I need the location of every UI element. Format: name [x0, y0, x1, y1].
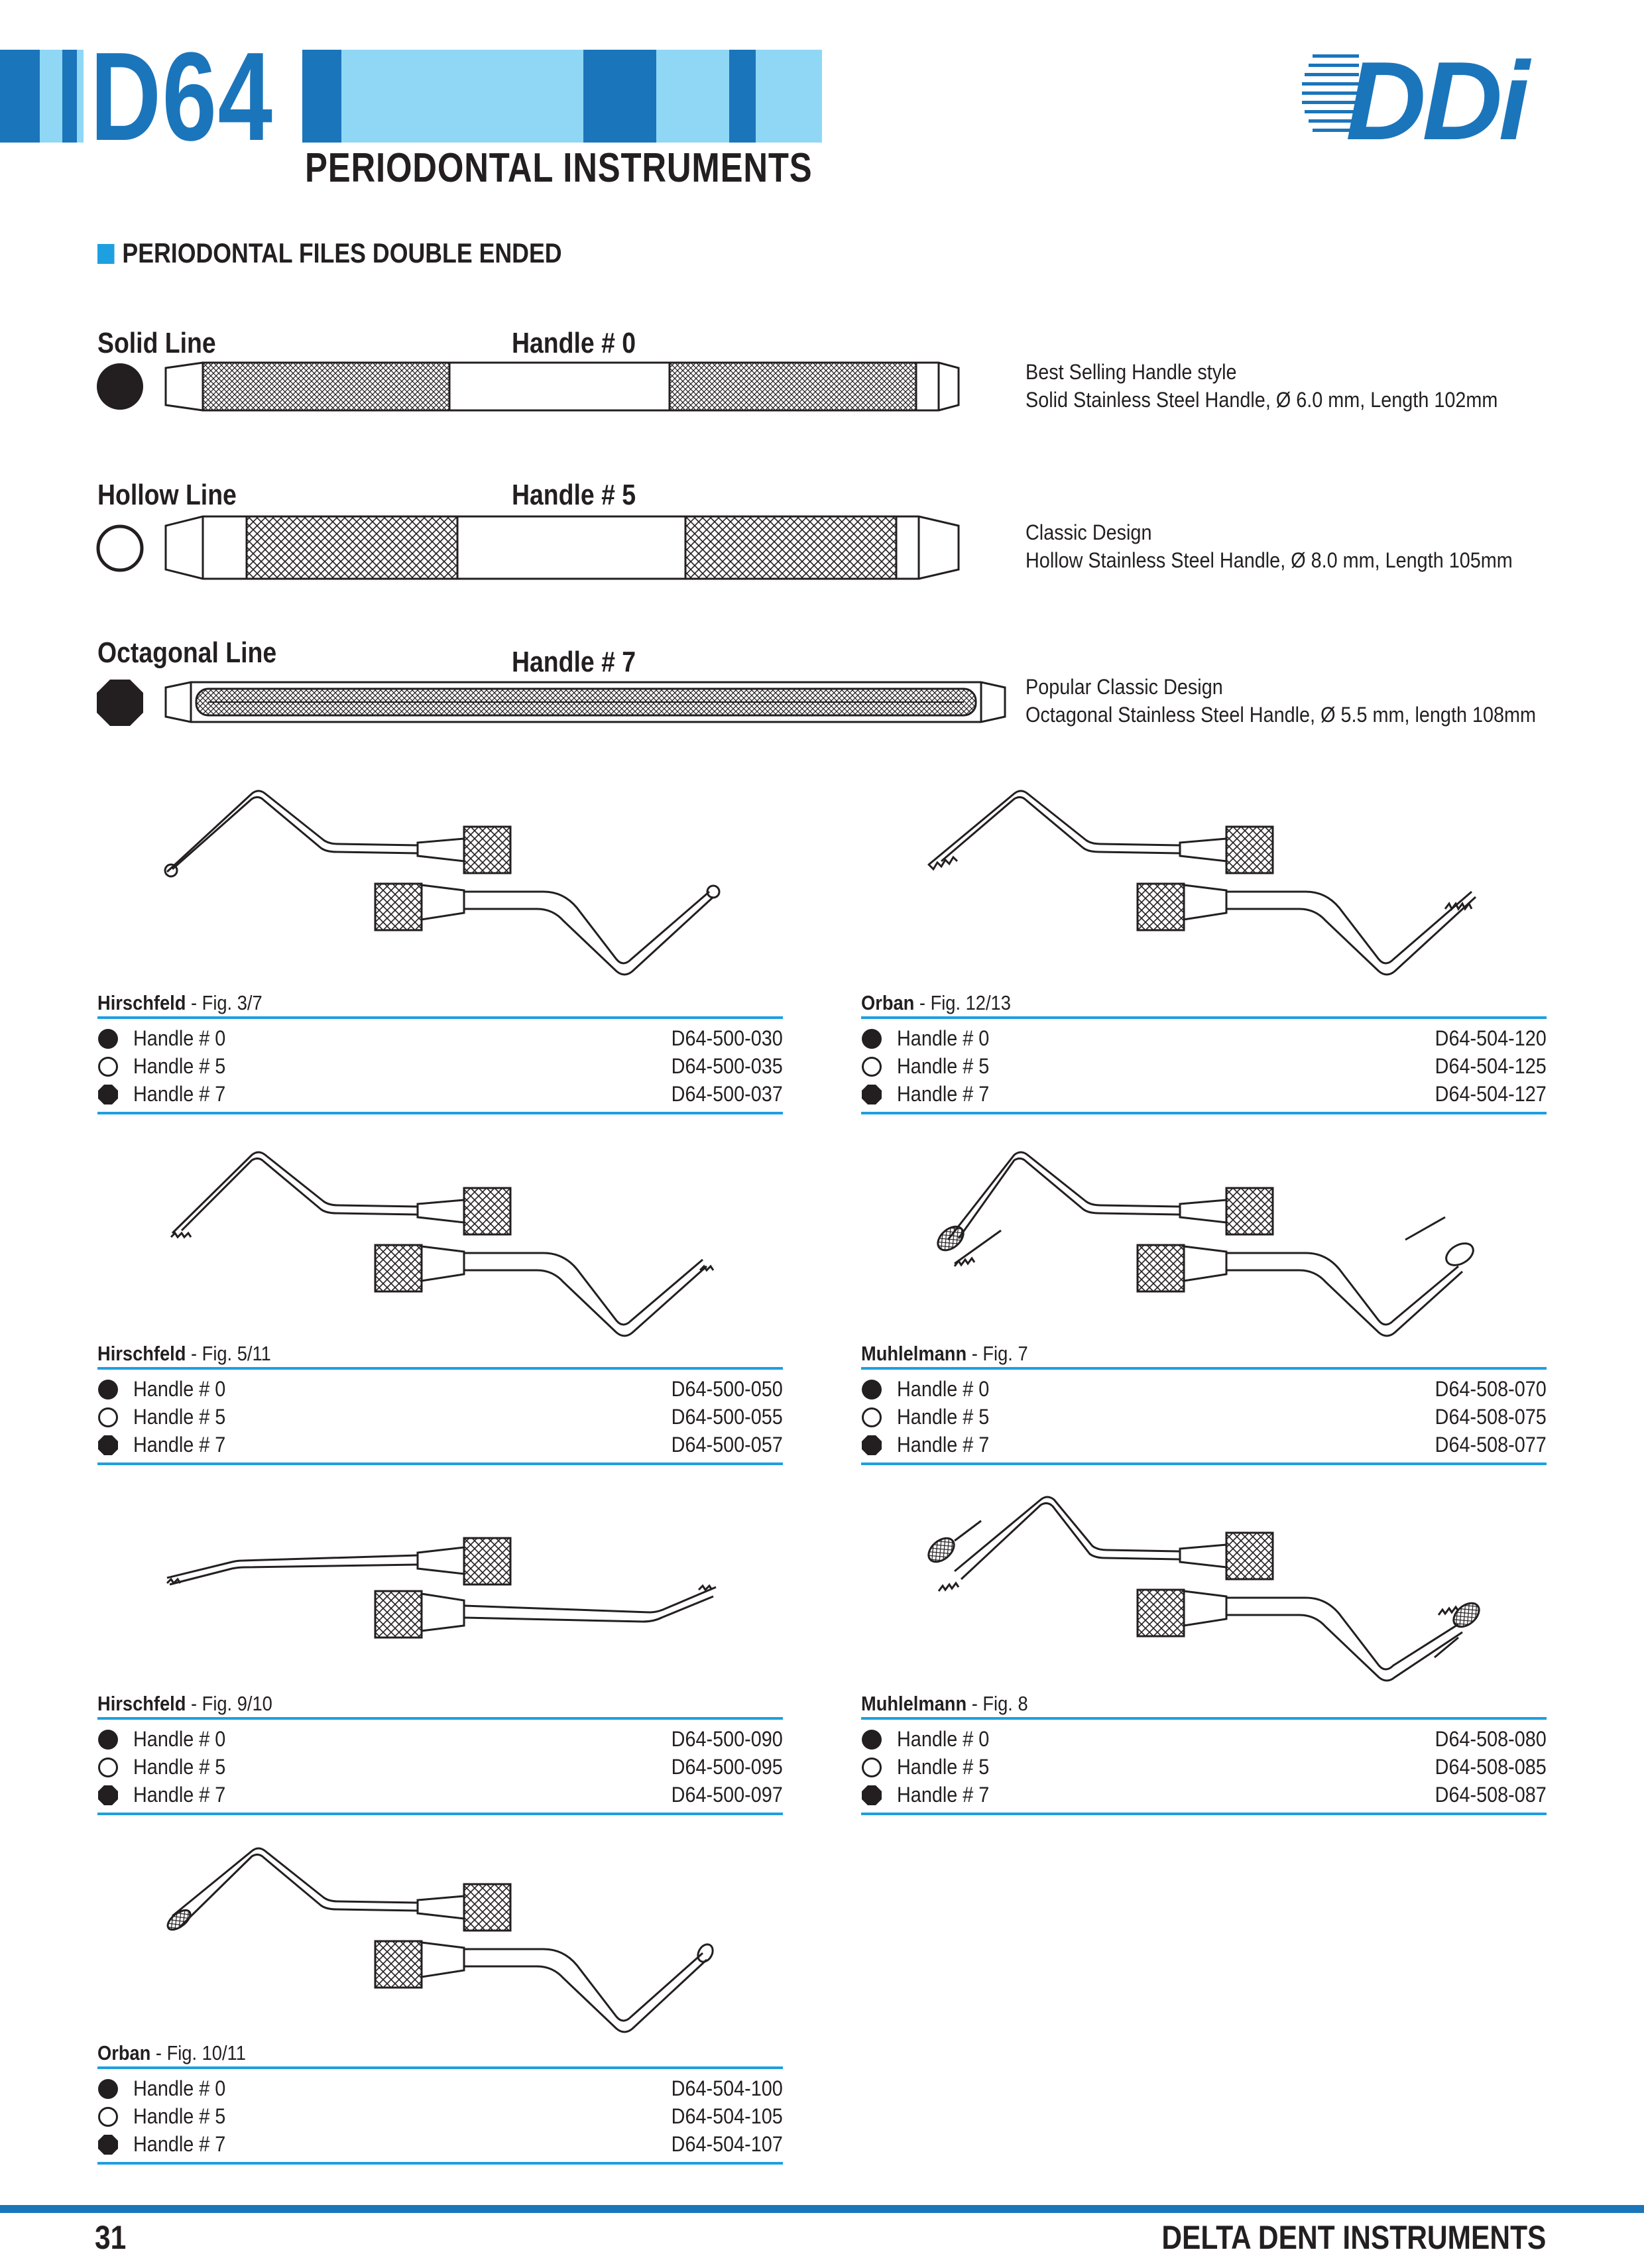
- handle-label: Handle # 7: [897, 1783, 990, 1807]
- product-code: D64-504-125: [1435, 1054, 1547, 1078]
- table-row: [861, 1080, 1547, 1108]
- handle-label: Handle # 7: [133, 1433, 226, 1457]
- solid-circle-icon: [97, 1379, 119, 1400]
- product-name: Orban: [97, 2041, 151, 2064]
- table-row: [97, 1052, 783, 1080]
- table-row: [97, 1024, 783, 1052]
- hollow-circle-icon: [861, 1056, 882, 1077]
- octagon-icon: [95, 678, 145, 728]
- handle-5-desc-line2: Hollow Stainless Steel Handle, Ø 8.0 mm, Length 105mm: [1026, 548, 1513, 572]
- handle-7-label: Handle # 7: [512, 646, 636, 678]
- handle-5-desc-line1: Classic Design: [1026, 520, 1152, 544]
- catalog-code: D64: [90, 27, 274, 167]
- handle-label: Handle # 7: [897, 1082, 990, 1106]
- instrument-drawing-hirschfeld-3-7: [152, 779, 749, 978]
- handle-label: Handle # 0: [897, 1026, 990, 1050]
- octagon-icon: [97, 2134, 119, 2155]
- product-table: [97, 2040, 783, 2165]
- hollow-circle-icon: [95, 523, 145, 573]
- section-title-text: PERIODONTAL FILES DOUBLE ENDED: [122, 237, 562, 269]
- solid-circle-icon: [97, 1028, 119, 1049]
- handle-label: Handle # 0: [133, 1377, 226, 1401]
- table-row: [861, 1753, 1547, 1781]
- product-code: D64-500-090: [671, 1727, 783, 1751]
- footer-brand: DELTA DENT INSTRUMENTS: [1161, 2219, 1546, 2256]
- octagon-icon: [97, 1785, 119, 1806]
- product-fig: - Fig. 9/10: [186, 1692, 272, 1715]
- product-code: D64-500-037: [671, 1082, 783, 1106]
- table-row: [861, 1725, 1547, 1753]
- table-row: [97, 1403, 783, 1431]
- octagonal-line-label: Octagonal Line: [97, 636, 277, 669]
- instrument-drawing-hirschfeld-5-11: [152, 1140, 749, 1339]
- product-name: Orban: [861, 991, 915, 1014]
- handle-label: Handle # 5: [133, 1755, 226, 1779]
- product-code: D64-508-087: [1435, 1783, 1547, 1807]
- handle-5-description: [1026, 518, 1513, 574]
- product-fig: - Fig. 12/13: [914, 991, 1011, 1014]
- handle-label: Handle # 7: [133, 2132, 226, 2156]
- handle-5-label: Handle # 5: [512, 479, 636, 511]
- instrument-drawing-orban-12-13: [915, 779, 1511, 978]
- handle-0-desc-line2: Solid Stainless Steel Handle, Ø 6.0 mm, Length 102mm: [1026, 388, 1498, 412]
- handle-7-desc-line1: Popular Classic Design: [1026, 675, 1223, 699]
- handle-label: Handle # 5: [133, 1054, 226, 1078]
- hollow-circle-icon: [97, 1757, 119, 1778]
- instrument-drawing-hirschfeld-9-10: [152, 1505, 749, 1651]
- handle-label: Handle # 7: [133, 1082, 226, 1106]
- product-name: Hirschfeld: [97, 1342, 186, 1365]
- octagon-icon: [861, 1435, 882, 1456]
- product-code: D64-500-057: [671, 1433, 783, 1457]
- product-title: [97, 2040, 783, 2069]
- product-code: D64-508-080: [1435, 1727, 1547, 1751]
- table-row: [97, 2102, 783, 2130]
- table-row: [97, 2074, 783, 2102]
- instrument-drawing-muhlelmann-8: [915, 1485, 1511, 1684]
- product-name: Muhlelmann: [861, 1692, 967, 1715]
- handle-label: Handle # 0: [897, 1377, 990, 1401]
- handle-label: Handle # 0: [133, 1727, 226, 1751]
- octagon-icon: [97, 1084, 119, 1105]
- product-code: D64-504-127: [1435, 1082, 1547, 1106]
- product-fig: - Fig. 3/7: [186, 991, 263, 1014]
- solid-line-label: Solid Line: [97, 327, 216, 359]
- solid-circle-icon: [95, 361, 145, 412]
- product-title: [97, 990, 783, 1019]
- product-code: D64-508-070: [1435, 1377, 1547, 1401]
- handle-5-drawing: [158, 514, 963, 581]
- handle-label: Handle # 5: [897, 1054, 990, 1078]
- octagon-icon: [97, 1435, 119, 1456]
- square-bullet-icon: [97, 244, 115, 264]
- product-code: D64-504-100: [671, 2076, 783, 2100]
- handle-7-drawing: [158, 680, 1009, 725]
- table-row: [97, 1431, 783, 1459]
- product-table: [97, 990, 783, 1114]
- logo-text: DDi: [1346, 46, 1526, 146]
- handle-label: Handle # 7: [897, 1433, 990, 1457]
- table-row: [861, 1403, 1547, 1431]
- table-row: [861, 1431, 1547, 1459]
- solid-circle-icon: [861, 1379, 882, 1400]
- table-row: [97, 1375, 783, 1403]
- table-row: [97, 1725, 783, 1753]
- product-code: D64-500-097: [671, 1783, 783, 1807]
- handle-label: Handle # 5: [897, 1755, 990, 1779]
- product-fig: - Fig. 8: [967, 1692, 1028, 1715]
- handle-label: Handle # 7: [133, 1783, 226, 1807]
- handle-0-label: Handle # 0: [512, 327, 636, 359]
- table-row: [861, 1781, 1547, 1809]
- table-row: [861, 1375, 1547, 1403]
- table-row: [97, 1781, 783, 1809]
- table-row: [97, 1080, 783, 1108]
- ddi-logo: [1299, 46, 1551, 146]
- product-code: D64-504-107: [671, 2132, 783, 2156]
- hollow-circle-icon: [97, 2106, 119, 2127]
- product-fig: - Fig. 7: [967, 1342, 1028, 1365]
- product-table: [861, 990, 1547, 1114]
- handle-7-description: [1026, 673, 1536, 729]
- handle-label: Handle # 5: [133, 2104, 226, 2128]
- product-code: D64-508-085: [1435, 1755, 1547, 1779]
- product-title: [861, 990, 1547, 1019]
- product-title: [97, 1691, 783, 1720]
- product-name: Hirschfeld: [97, 1692, 186, 1715]
- handle-0-desc-line1: Best Selling Handle style: [1026, 360, 1237, 384]
- footer-rule: [0, 2205, 1644, 2213]
- octagon-icon: [861, 1785, 882, 1806]
- product-fig: - Fig. 10/11: [150, 2041, 246, 2064]
- table-row: [861, 1052, 1547, 1080]
- section-title: [97, 237, 562, 269]
- instrument-drawing-orban-10-11: [152, 1836, 749, 2035]
- instrument-drawing-muhlelmann-7: [915, 1140, 1511, 1339]
- product-code: D64-504-105: [671, 2104, 783, 2128]
- octagon-icon: [861, 1084, 882, 1105]
- product-code: D64-500-030: [671, 1026, 783, 1050]
- product-name: Hirschfeld: [97, 991, 186, 1014]
- product-title: [97, 1341, 783, 1370]
- product-code: D64-500-095: [671, 1755, 783, 1779]
- product-code: D64-508-075: [1435, 1405, 1547, 1429]
- solid-circle-icon: [861, 1729, 882, 1750]
- solid-circle-icon: [861, 1028, 882, 1049]
- solid-circle-icon: [97, 2078, 119, 2100]
- handle-label: Handle # 0: [897, 1727, 990, 1751]
- product-fig: - Fig. 5/11: [186, 1342, 271, 1365]
- handle-0-drawing: [158, 360, 963, 413]
- handle-label: Handle # 5: [133, 1405, 226, 1429]
- page-title: PERIODONTAL INSTRUMENTS: [305, 145, 813, 191]
- product-table: [97, 1691, 783, 1815]
- product-title: [861, 1691, 1547, 1720]
- page-number: 31: [95, 2219, 127, 2256]
- product-code: D64-508-077: [1435, 1433, 1547, 1457]
- product-table: [861, 1341, 1547, 1465]
- handle-label: Handle # 0: [133, 2076, 226, 2100]
- handle-0-description: [1026, 358, 1497, 414]
- product-table: [861, 1691, 1547, 1815]
- hollow-circle-icon: [861, 1407, 882, 1428]
- product-title: [861, 1341, 1547, 1370]
- handle-label: Handle # 0: [133, 1026, 226, 1050]
- handle-7-desc-line2: Octagonal Stainless Steel Handle, Ø 5.5 mm, length 108mm: [1026, 703, 1536, 727]
- table-row: [97, 2130, 783, 2158]
- hollow-circle-icon: [861, 1757, 882, 1778]
- product-table: [97, 1341, 783, 1465]
- product-code: D64-504-120: [1435, 1026, 1547, 1050]
- solid-circle-icon: [97, 1729, 119, 1750]
- hollow-circle-icon: [97, 1407, 119, 1428]
- hollow-circle-icon: [97, 1056, 119, 1077]
- product-code: D64-500-055: [671, 1405, 783, 1429]
- table-row: [97, 1753, 783, 1781]
- table-row: [861, 1024, 1547, 1052]
- handle-label: Handle # 5: [897, 1405, 990, 1429]
- product-name: Muhlelmann: [861, 1342, 967, 1365]
- product-code: D64-500-050: [671, 1377, 783, 1401]
- product-code: D64-500-035: [671, 1054, 783, 1078]
- hollow-line-label: Hollow Line: [97, 479, 237, 511]
